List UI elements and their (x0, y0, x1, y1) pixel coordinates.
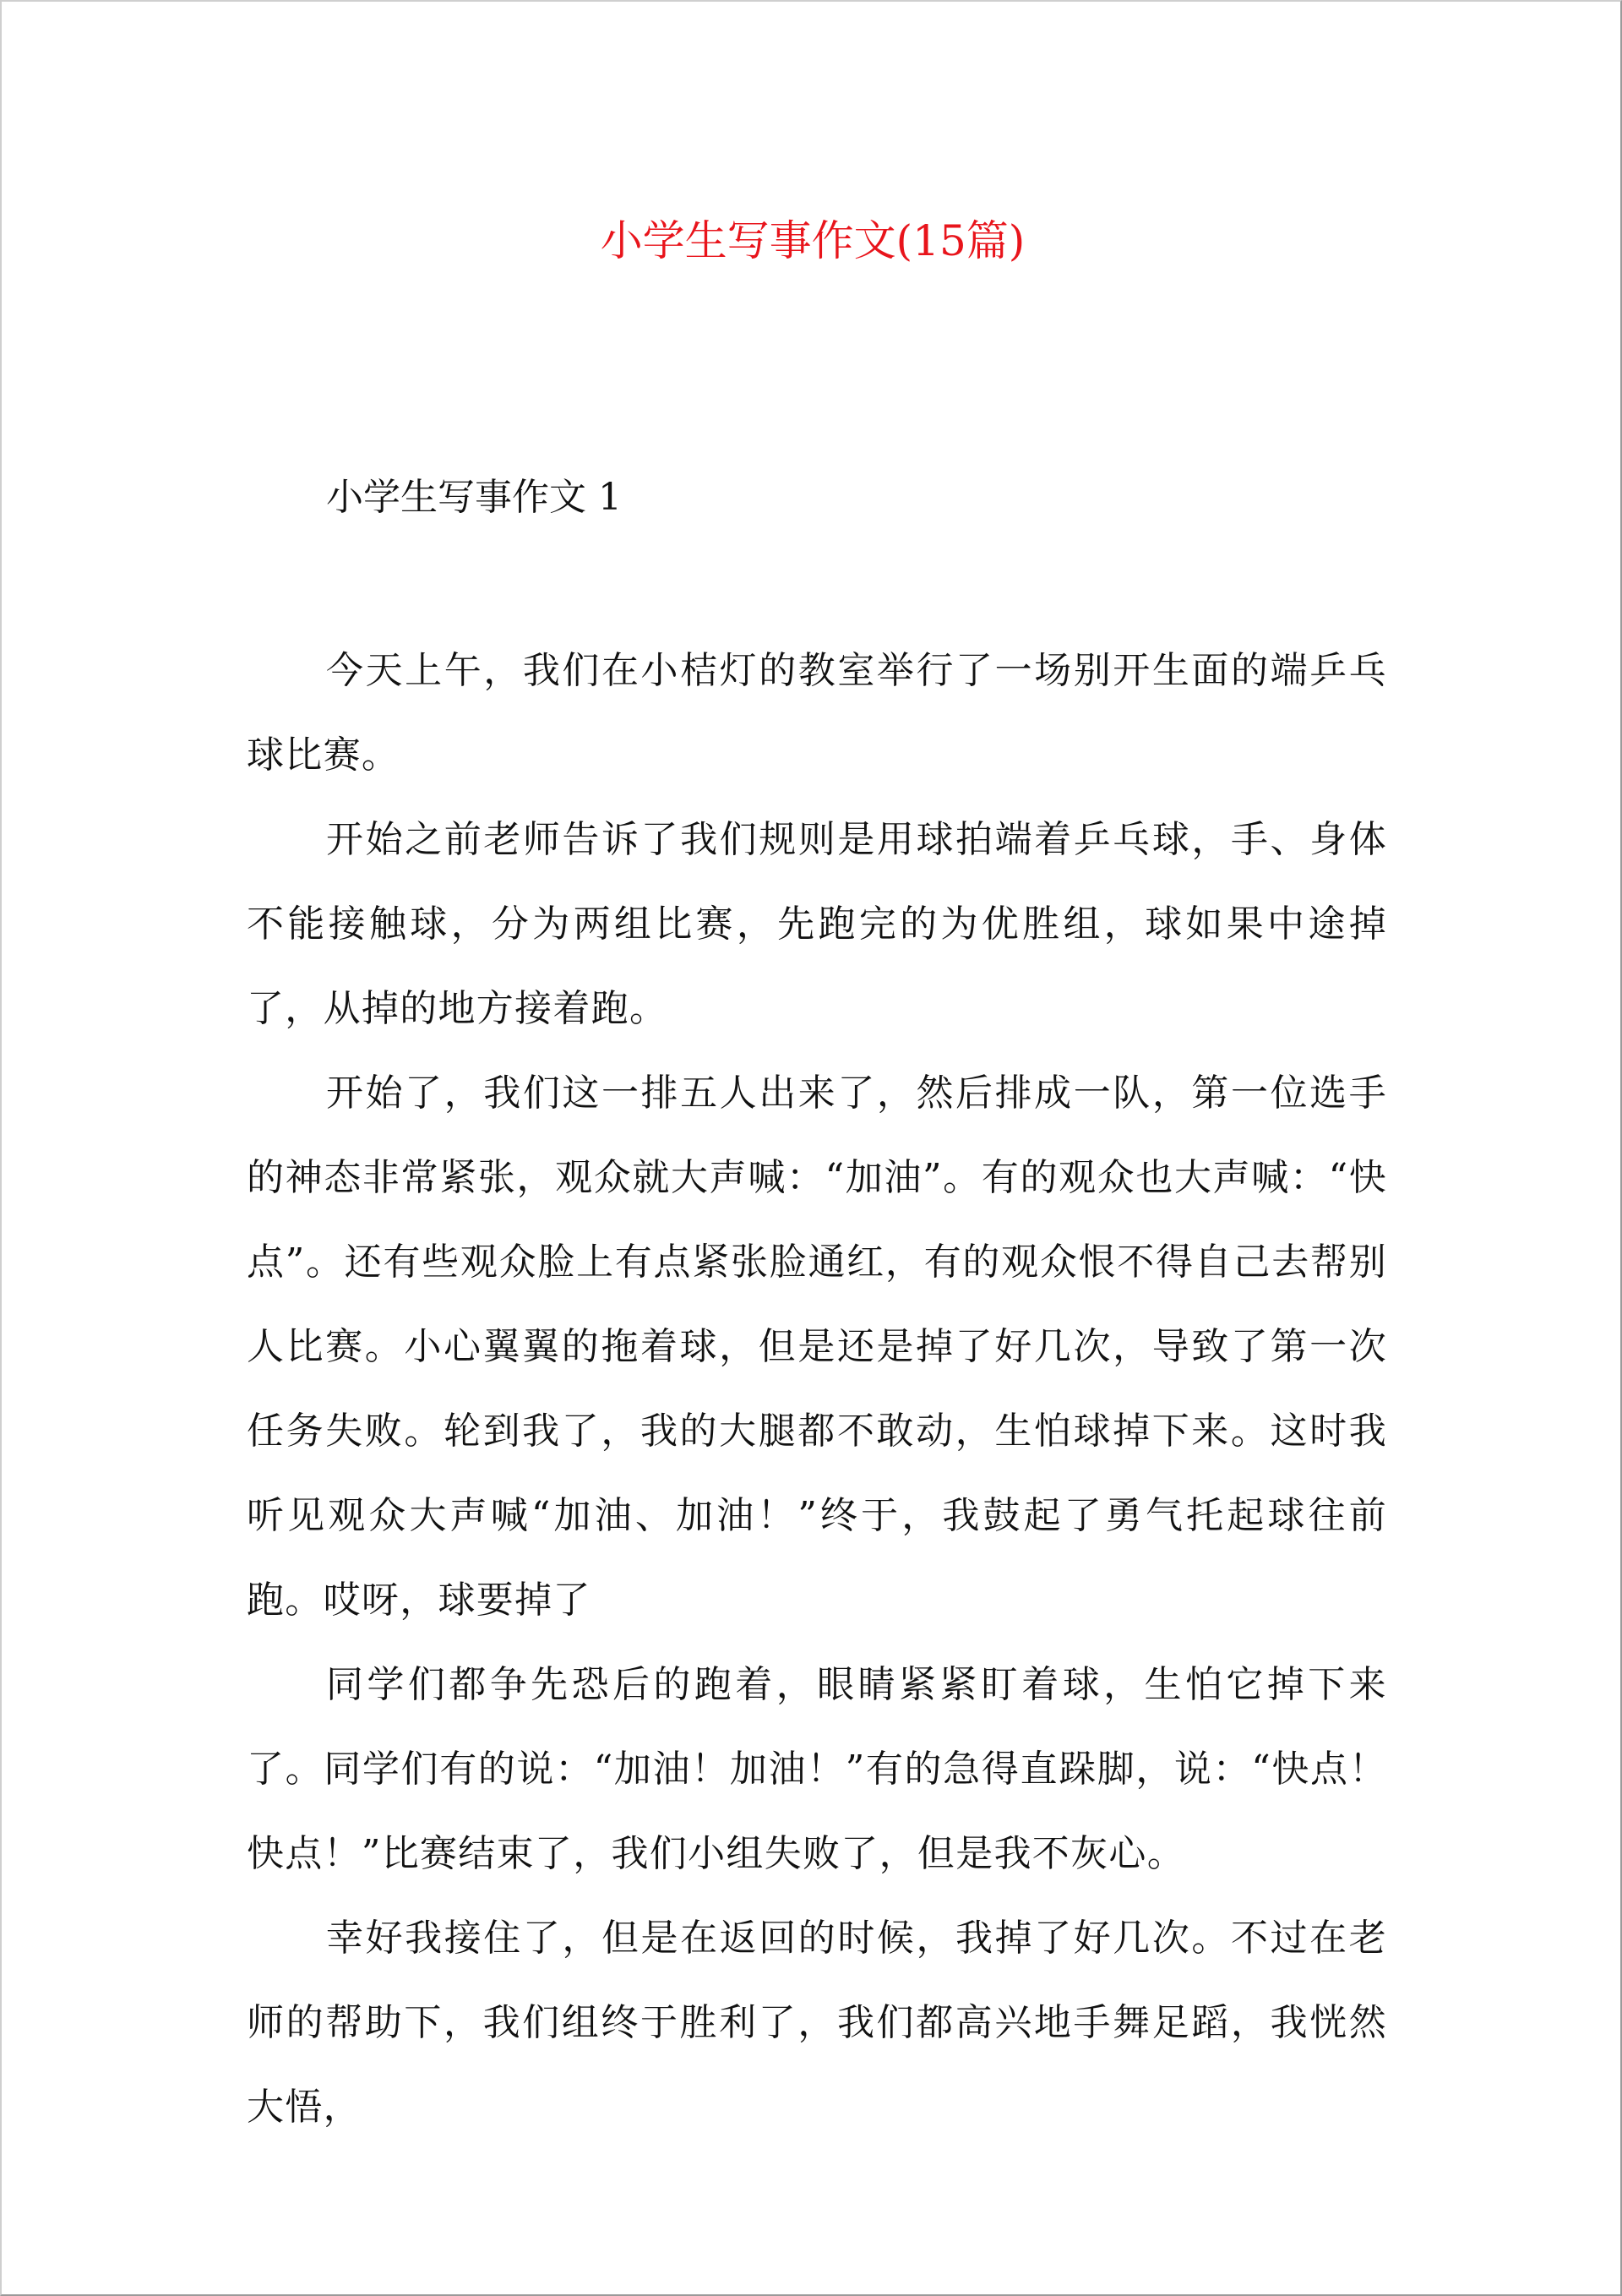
document-title: 小学生写事作文(15篇) (600, 216, 1026, 265)
article-body (247, 460, 1387, 2150)
paragraph-3: 开始了，我们这一排五人出来了，然后排成一队，第一位选手的神态非常紧张，观众就大声喊：“加油”。有的观众也大声喊：“快点”。还有些观众脸上有点紧张脸通红，有的观众恨不得自己去帮别人比赛。小心翼翼的拖着球，但是还是掉了好几次，导致了第一次任务失败。轮到我了，我的大腿都不敢动，生怕球掉下来。这时我听见观众大声喊“加油、加油！”终于，我鼓起了勇气托起球往前跑。哎呀，球要掉了 (247, 1072, 1387, 1622)
paragraph-1: 今天上午，我们在小桔灯的教室举行了一场别开生面的端乒乓球比赛。 (247, 649, 1387, 777)
paragraph-2: 开始之前老师告诉了我们规则是用球拍端着乒乓球，手、身体不能接触球，分为两组比赛，先跑完的为优胜组，球如果中途掉了，从掉的地方接着跑。 (247, 818, 1387, 1030)
paragraph-5: 幸好我接住了，但是在返回的时候，我掉了好几次。不过在老师的帮助下，我们组终于胜利了，我们都高兴地手舞足蹈，我恍然大悟， (247, 1917, 1387, 2129)
paragraph-4: 同学们都争先恐后的跑着，眼睛紧紧盯着球，生怕它掉下来了。同学们有的说：“加油！加油！”有的急得直跺脚，说：“快点！快点！”比赛结束了，我们小组失败了，但是我不灰心。 (247, 1663, 1387, 1875)
section-heading: 小学生写事作文 1 (326, 476, 622, 519)
